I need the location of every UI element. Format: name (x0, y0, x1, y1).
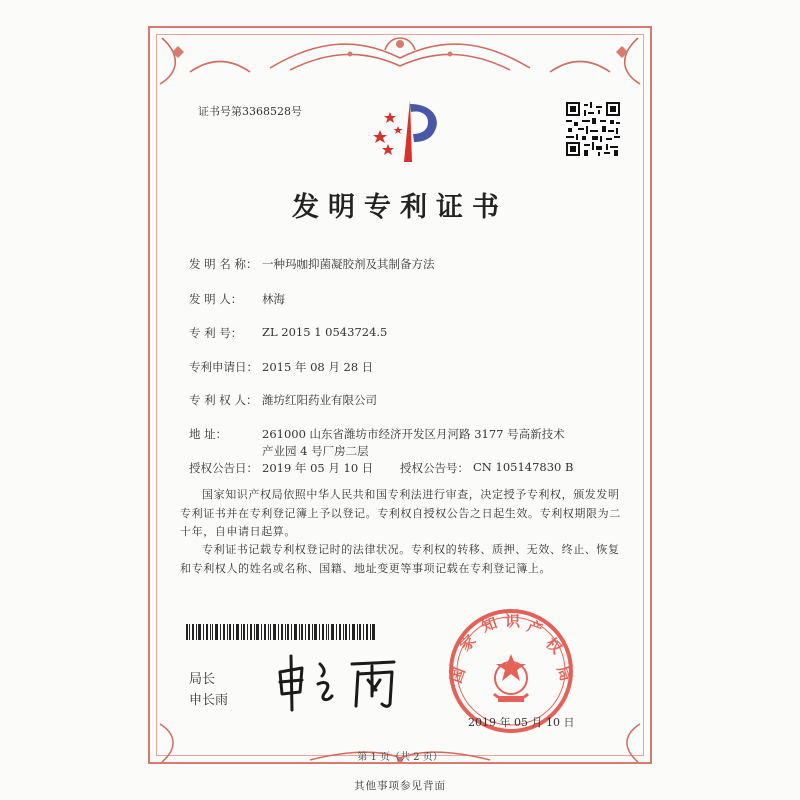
director-name: 申长雨 (189, 693, 229, 708)
svg-text:国: 国 (446, 665, 469, 686)
filing-date-label: 专利申请日： (189, 360, 258, 374)
seal-date: 2019 年 05 月 10 日 (468, 716, 575, 729)
invention-name-value: 一种玛咖抑菌凝胶剂及其制备方法 (262, 257, 435, 271)
svg-text:识: 识 (505, 612, 521, 630)
svg-text:家: 家 (456, 631, 480, 655)
svg-text:权: 权 (542, 634, 566, 658)
inventor-label: 发 明 人： (189, 292, 243, 306)
grant-statement-paragraph: 国家知识产权局依照中华人民共和国专利法进行审查，决定授予专利权，颁发发明专利证书并在专利登记簿上予以登记。专利权自授权公告之日起生效。专利权期限为二十年，自申请日起算。 (180, 488, 621, 538)
patentee-value: 潍坊红阳药业有限公司 (262, 393, 377, 407)
svg-text:产: 产 (524, 616, 545, 639)
back-side-note: 其他事项参见背面 (354, 780, 446, 792)
director-title: 局长 (189, 672, 216, 687)
address-label: 地 址： (189, 427, 228, 441)
svg-text:知: 知 (479, 613, 500, 636)
address-line-2: 产业园 4 号厂房二层 (262, 444, 369, 458)
certificate-title: 发明专利证书 (292, 192, 508, 223)
page-indicator: 第 1 页（共 2 页） (357, 752, 443, 763)
grant-number-label: 授权公告号： (400, 461, 469, 475)
patent-number-value: ZL 2015 1 0543724.5 (262, 325, 388, 339)
handwritten-signature-icon (272, 650, 402, 714)
inventor-value: 林海 (262, 292, 285, 306)
grant-number-value: CN 105147830 B (473, 460, 574, 474)
barcode-icon (186, 624, 376, 640)
legal-status-paragraph: 专利证书记载专利权登记时的法律状况。专利权的转移、质押、无效、终止、恢复和专利权人的姓名或名称、国籍、地址变更等事项记载在专利登记簿上。 (180, 543, 620, 575)
patentee-label: 专 利 权 人： (189, 393, 258, 407)
svg-text:局: 局 (553, 663, 576, 684)
grant-date-value: 2019 年 05 月 10 日 (262, 461, 374, 475)
address-line-1: 261000 山东省潍坊市经济开发区月河路 3177 号高新技术 (262, 427, 565, 441)
cnipa-logo-icon (368, 92, 448, 172)
patent-number-label: 专 利 号： (189, 326, 243, 340)
grant-date-label: 授权公告日： (189, 461, 258, 475)
filing-date-value: 2015 年 08 月 28 日 (262, 360, 374, 374)
top-ornament-icon (150, 28, 650, 88)
qr-code-icon (566, 102, 620, 156)
invention-name-label: 发 明 名 称： (189, 257, 258, 271)
certificate-number: 证书号第3368528号 (198, 105, 302, 118)
